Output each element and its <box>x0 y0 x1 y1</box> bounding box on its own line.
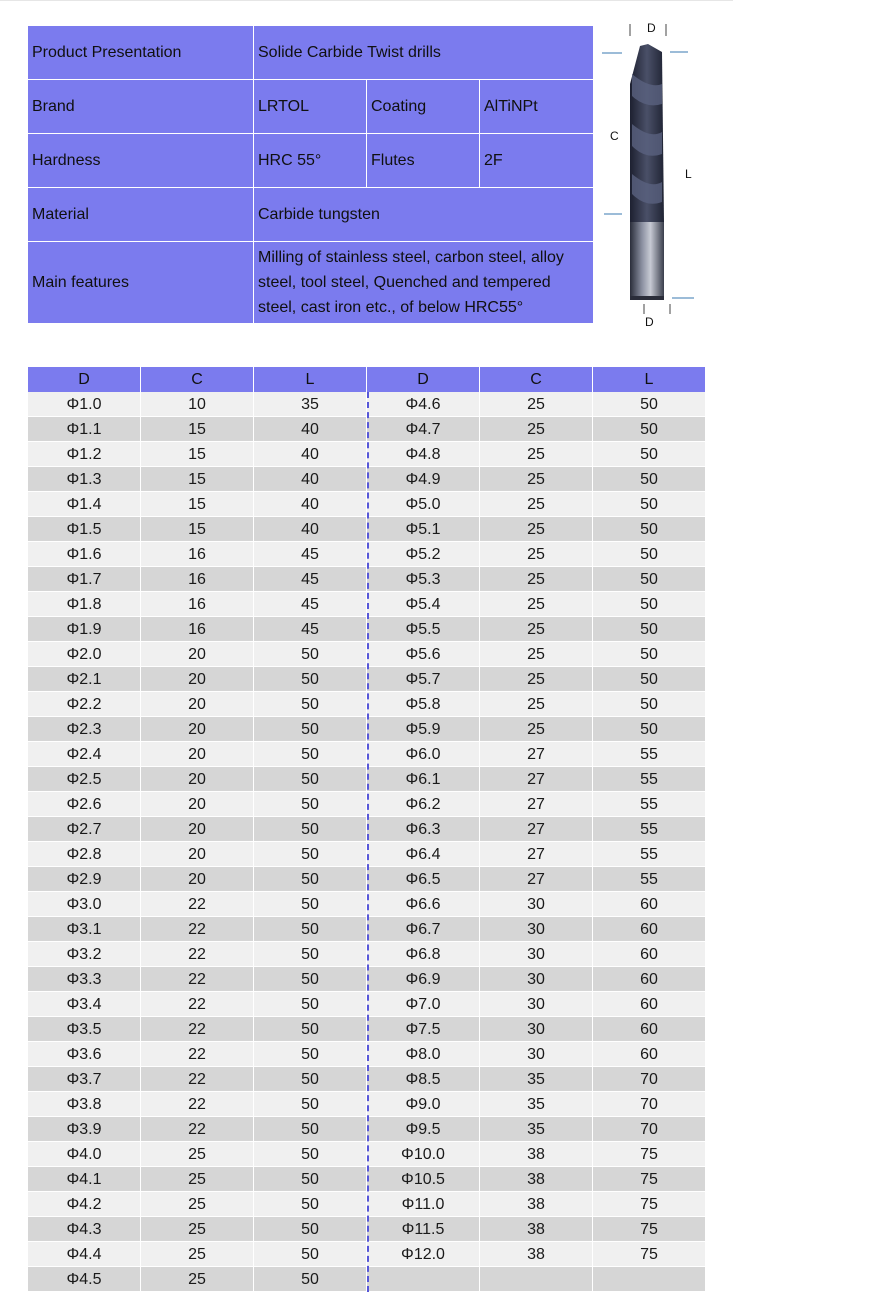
cell-l-right: 50 <box>593 392 706 417</box>
cell-c-left: 15 <box>141 492 254 517</box>
cell-c-left: 20 <box>141 767 254 792</box>
cell-c-right: 27 <box>480 742 593 767</box>
cell-d-right: Φ5.7 <box>367 667 480 692</box>
cell-d-left: Φ2.6 <box>28 792 141 817</box>
cell-c-right: 25 <box>480 417 593 442</box>
cell-d-right: Φ5.3 <box>367 567 480 592</box>
cell-c-right: 25 <box>480 517 593 542</box>
cell-l-left: 40 <box>254 517 367 542</box>
material-value: Carbide tungsten <box>254 188 594 242</box>
cell-d-left: Φ3.6 <box>28 1042 141 1067</box>
cell-c-left: 22 <box>141 1042 254 1067</box>
cell-d-right: Φ4.9 <box>367 467 480 492</box>
cell-d-right: Φ6.7 <box>367 917 480 942</box>
cell-l-right: 60 <box>593 892 706 917</box>
cell-d-left: Φ1.2 <box>28 442 141 467</box>
cell-c-left: 22 <box>141 917 254 942</box>
size-table-header <box>28 367 706 392</box>
cell-c-left: 20 <box>141 692 254 717</box>
cell-d-right: Φ10.5 <box>367 1167 480 1192</box>
cell-l-right: 60 <box>593 1042 706 1067</box>
cell-l-left: 50 <box>254 717 367 742</box>
cell-c-left: 22 <box>141 1117 254 1142</box>
cell-d-left: Φ2.3 <box>28 717 141 742</box>
cell-d-right: Φ5.8 <box>367 692 480 717</box>
cell-l-left: 50 <box>254 867 367 892</box>
cell-l-left: 40 <box>254 492 367 517</box>
cell-l-right: 50 <box>593 692 706 717</box>
cell-c-left: 16 <box>141 617 254 642</box>
cell-c-right: 35 <box>480 1067 593 1092</box>
cell-l-left: 50 <box>254 892 367 917</box>
hardness-label: Hardness <box>28 134 254 188</box>
cell-l-left: 50 <box>254 1092 367 1117</box>
cell-l-right: 75 <box>593 1142 706 1167</box>
cell-d-left: Φ1.5 <box>28 517 141 542</box>
dim-d-bottom-label: D <box>645 315 654 329</box>
cell-c-left: 15 <box>141 517 254 542</box>
header-c-left: C <box>141 367 254 392</box>
cell-l-right: 50 <box>593 642 706 667</box>
cell-l-right: 50 <box>593 592 706 617</box>
cell-c-left: 25 <box>141 1142 254 1167</box>
cell-c-left: 22 <box>141 1092 254 1117</box>
header-l-left: L <box>254 367 367 392</box>
cell-c-left: 10 <box>141 392 254 417</box>
cell-c-right: 35 <box>480 1092 593 1117</box>
cell-l-left: 50 <box>254 817 367 842</box>
cell-d-right: Φ7.5 <box>367 1017 480 1042</box>
cell-c-left: 16 <box>141 592 254 617</box>
cell-l-left: 45 <box>254 617 367 642</box>
flutes-label: Flutes <box>367 134 480 188</box>
cell-l-right: 55 <box>593 767 706 792</box>
cell-l-right: 60 <box>593 917 706 942</box>
cell-l-left: 50 <box>254 1217 367 1242</box>
cell-c-left: 16 <box>141 567 254 592</box>
cell-c-left: 25 <box>141 1192 254 1217</box>
cell-d-right <box>367 1267 480 1292</box>
cell-l-left: 50 <box>254 792 367 817</box>
cell-d-left: Φ4.2 <box>28 1192 141 1217</box>
brand-label: Brand <box>28 80 254 134</box>
cell-d-left: Φ3.9 <box>28 1117 141 1142</box>
cell-l-right: 50 <box>593 567 706 592</box>
cell-c-left: 20 <box>141 867 254 892</box>
cell-c-left: 16 <box>141 542 254 567</box>
material-label: Material <box>28 188 254 242</box>
cell-l-right <box>593 1267 706 1292</box>
cell-d-left: Φ3.7 <box>28 1067 141 1092</box>
hardness-value: HRC 55° <box>254 134 367 188</box>
cell-l-left: 45 <box>254 567 367 592</box>
cell-c-right: 30 <box>480 1042 593 1067</box>
cell-c-left: 25 <box>141 1267 254 1292</box>
cell-c-left: 22 <box>141 1067 254 1092</box>
cell-c-right: 35 <box>480 1117 593 1142</box>
cell-d-right: Φ5.5 <box>367 617 480 642</box>
cell-d-right: Φ7.0 <box>367 992 480 1017</box>
top-rule <box>0 0 733 1</box>
cell-d-left: Φ2.1 <box>28 667 141 692</box>
cell-l-left: 50 <box>254 742 367 767</box>
cell-c-right: 25 <box>480 642 593 667</box>
cell-c-right: 25 <box>480 542 593 567</box>
cell-d-right: Φ6.2 <box>367 792 480 817</box>
cell-c-left: 20 <box>141 817 254 842</box>
cell-d-right: Φ11.5 <box>367 1217 480 1242</box>
cell-d-right: Φ5.1 <box>367 517 480 542</box>
cell-l-left: 50 <box>254 1117 367 1142</box>
cell-l-right: 75 <box>593 1217 706 1242</box>
features-line: steel, cast iron etc., of below HRC55° <box>258 299 524 316</box>
cell-d-right: Φ5.2 <box>367 542 480 567</box>
cell-l-right: 55 <box>593 817 706 842</box>
cell-d-left: Φ1.4 <box>28 492 141 517</box>
features-value <box>254 242 594 324</box>
cell-c-right: 30 <box>480 917 593 942</box>
cell-d-left: Φ3.4 <box>28 992 141 1017</box>
cell-c-right: 30 <box>480 967 593 992</box>
cell-l-right: 50 <box>593 542 706 567</box>
cell-l-right: 50 <box>593 417 706 442</box>
header-d-left: D <box>28 367 141 392</box>
cell-d-left: Φ1.3 <box>28 467 141 492</box>
cell-l-left: 40 <box>254 417 367 442</box>
cell-c-right: 30 <box>480 892 593 917</box>
cell-l-left: 35 <box>254 392 367 417</box>
cell-l-right: 50 <box>593 492 706 517</box>
cell-l-left: 50 <box>254 667 367 692</box>
cell-l-right: 60 <box>593 942 706 967</box>
cell-l-left: 50 <box>254 1142 367 1167</box>
cell-l-left: 50 <box>254 1167 367 1192</box>
features-line: Milling of stainless steel, carbon steel, alloy <box>258 249 564 266</box>
cell-c-left: 22 <box>141 1017 254 1042</box>
cell-c-right <box>480 1267 593 1292</box>
cell-c-right: 25 <box>480 617 593 642</box>
cell-l-left: 40 <box>254 442 367 467</box>
cell-l-right: 50 <box>593 617 706 642</box>
cell-d-left: Φ2.4 <box>28 742 141 767</box>
cell-l-left: 50 <box>254 767 367 792</box>
cell-d-right: Φ5.4 <box>367 592 480 617</box>
cell-c-left: 15 <box>141 417 254 442</box>
cell-l-left: 50 <box>254 992 367 1017</box>
column-divider <box>367 392 369 1292</box>
drill-diagram <box>600 14 710 332</box>
coating-value: AlTiNPt <box>480 80 594 134</box>
cell-l-left: 50 <box>254 692 367 717</box>
presentation-label: Product Presentation <box>28 26 254 80</box>
header-c-right: C <box>480 367 593 392</box>
cell-l-left: 50 <box>254 1067 367 1092</box>
cell-l-right: 75 <box>593 1167 706 1192</box>
cell-d-right: Φ8.0 <box>367 1042 480 1067</box>
product-info-table <box>28 26 594 324</box>
cell-d-left: Φ3.5 <box>28 1017 141 1042</box>
cell-c-right: 30 <box>480 942 593 967</box>
cell-c-left: 15 <box>141 442 254 467</box>
cell-l-right: 55 <box>593 792 706 817</box>
cell-l-right: 55 <box>593 867 706 892</box>
header-l-right: L <box>593 367 706 392</box>
cell-c-left: 20 <box>141 667 254 692</box>
cell-l-right: 70 <box>593 1092 706 1117</box>
cell-c-left: 22 <box>141 992 254 1017</box>
cell-l-right: 50 <box>593 717 706 742</box>
cell-l-left: 50 <box>254 1242 367 1267</box>
cell-l-left: 50 <box>254 642 367 667</box>
cell-d-right: Φ6.8 <box>367 942 480 967</box>
cell-l-left: 50 <box>254 1042 367 1067</box>
header-d-right: D <box>367 367 480 392</box>
coating-label: Coating <box>367 80 480 134</box>
cell-c-left: 20 <box>141 717 254 742</box>
cell-d-right: Φ10.0 <box>367 1142 480 1167</box>
cell-d-right: Φ6.9 <box>367 967 480 992</box>
cell-l-right: 50 <box>593 467 706 492</box>
cell-d-left: Φ1.8 <box>28 592 141 617</box>
cell-l-right: 50 <box>593 442 706 467</box>
cell-c-right: 25 <box>480 667 593 692</box>
cell-c-right: 38 <box>480 1192 593 1217</box>
cell-c-right: 25 <box>480 392 593 417</box>
cell-c-right: 30 <box>480 992 593 1017</box>
cell-c-right: 25 <box>480 692 593 717</box>
cell-c-right: 25 <box>480 492 593 517</box>
cell-d-left: Φ2.5 <box>28 767 141 792</box>
cell-l-right: 75 <box>593 1242 706 1267</box>
cell-l-left: 40 <box>254 467 367 492</box>
cell-l-right: 60 <box>593 1017 706 1042</box>
cell-d-right: Φ5.0 <box>367 492 480 517</box>
cell-d-left: Φ2.9 <box>28 867 141 892</box>
flutes-value: 2F <box>480 134 594 188</box>
cell-d-right: Φ4.7 <box>367 417 480 442</box>
cell-d-left: Φ1.1 <box>28 417 141 442</box>
cell-c-left: 25 <box>141 1242 254 1267</box>
cell-c-right: 27 <box>480 867 593 892</box>
cell-d-left: Φ4.1 <box>28 1167 141 1192</box>
cell-d-left: Φ3.0 <box>28 892 141 917</box>
features-label: Main features <box>28 242 254 324</box>
cell-d-right: Φ5.6 <box>367 642 480 667</box>
cell-d-left: Φ4.4 <box>28 1242 141 1267</box>
cell-d-left: Φ4.3 <box>28 1217 141 1242</box>
cell-c-right: 25 <box>480 467 593 492</box>
cell-l-left: 50 <box>254 842 367 867</box>
cell-c-right: 27 <box>480 767 593 792</box>
cell-c-left: 20 <box>141 642 254 667</box>
cell-l-right: 70 <box>593 1117 706 1142</box>
cell-l-right: 75 <box>593 1192 706 1217</box>
cell-l-left: 50 <box>254 967 367 992</box>
cell-c-right: 27 <box>480 817 593 842</box>
cell-c-right: 38 <box>480 1142 593 1167</box>
cell-c-left: 20 <box>141 742 254 767</box>
cell-c-right: 25 <box>480 567 593 592</box>
cell-d-right: Φ6.5 <box>367 867 480 892</box>
cell-d-left: Φ2.8 <box>28 842 141 867</box>
cell-c-right: 30 <box>480 1017 593 1042</box>
cell-d-right: Φ6.3 <box>367 817 480 842</box>
cell-d-left: Φ4.0 <box>28 1142 141 1167</box>
cell-l-right: 70 <box>593 1067 706 1092</box>
cell-l-right: 55 <box>593 842 706 867</box>
cell-d-right: Φ4.8 <box>367 442 480 467</box>
cell-d-right: Φ12.0 <box>367 1242 480 1267</box>
cell-l-right: 60 <box>593 967 706 992</box>
cell-l-left: 45 <box>254 542 367 567</box>
cell-d-right: Φ6.4 <box>367 842 480 867</box>
cell-c-right: 25 <box>480 442 593 467</box>
cell-c-left: 25 <box>141 1167 254 1192</box>
cell-c-right: 38 <box>480 1167 593 1192</box>
cell-c-right: 27 <box>480 792 593 817</box>
cell-c-left: 25 <box>141 1217 254 1242</box>
cell-c-left: 22 <box>141 892 254 917</box>
cell-l-left: 50 <box>254 1017 367 1042</box>
cell-c-left: 20 <box>141 842 254 867</box>
drill-drawing <box>600 14 710 332</box>
cell-l-left: 50 <box>254 917 367 942</box>
cell-c-right: 38 <box>480 1242 593 1267</box>
cell-l-left: 50 <box>254 1192 367 1217</box>
cell-l-left: 45 <box>254 592 367 617</box>
cell-c-right: 27 <box>480 842 593 867</box>
cell-d-left: Φ2.7 <box>28 817 141 842</box>
cell-l-left: 50 <box>254 1267 367 1292</box>
brand-value: LRTOL <box>254 80 367 134</box>
cell-d-left: Φ2.2 <box>28 692 141 717</box>
cell-d-left: Φ3.1 <box>28 917 141 942</box>
dim-l-label: L <box>685 167 692 181</box>
cell-l-right: 50 <box>593 667 706 692</box>
cell-d-left: Φ3.2 <box>28 942 141 967</box>
cell-c-left: 22 <box>141 942 254 967</box>
cell-d-right: Φ4.6 <box>367 392 480 417</box>
cell-c-left: 15 <box>141 467 254 492</box>
cell-l-right: 60 <box>593 992 706 1017</box>
cell-c-right: 25 <box>480 592 593 617</box>
cell-d-left: Φ1.7 <box>28 567 141 592</box>
cell-d-left: Φ1.9 <box>28 617 141 642</box>
cell-d-right: Φ6.0 <box>367 742 480 767</box>
cell-c-right: 38 <box>480 1217 593 1242</box>
cell-c-left: 22 <box>141 967 254 992</box>
features-line: steel, tool steel, Quenched and tempered <box>258 274 551 291</box>
cell-d-right: Φ11.0 <box>367 1192 480 1217</box>
cell-d-left: Φ3.8 <box>28 1092 141 1117</box>
cell-d-right: Φ9.5 <box>367 1117 480 1142</box>
dim-c-label: C <box>610 129 619 143</box>
cell-d-left: Φ2.0 <box>28 642 141 667</box>
cell-d-left: Φ1.6 <box>28 542 141 567</box>
cell-l-right: 55 <box>593 742 706 767</box>
dim-d-top-label: D <box>647 21 656 35</box>
cell-d-left: Φ4.5 <box>28 1267 141 1292</box>
cell-d-left: Φ3.3 <box>28 967 141 992</box>
cell-d-right: Φ6.1 <box>367 767 480 792</box>
cell-d-right: Φ6.6 <box>367 892 480 917</box>
cell-l-right: 50 <box>593 517 706 542</box>
cell-c-right: 25 <box>480 717 593 742</box>
cell-d-left: Φ1.0 <box>28 392 141 417</box>
cell-c-left: 20 <box>141 792 254 817</box>
presentation-value: Solide Carbide Twist drills <box>254 26 594 80</box>
cell-d-right: Φ8.5 <box>367 1067 480 1092</box>
cell-d-right: Φ5.9 <box>367 717 480 742</box>
cell-d-right: Φ9.0 <box>367 1092 480 1117</box>
cell-l-left: 50 <box>254 942 367 967</box>
